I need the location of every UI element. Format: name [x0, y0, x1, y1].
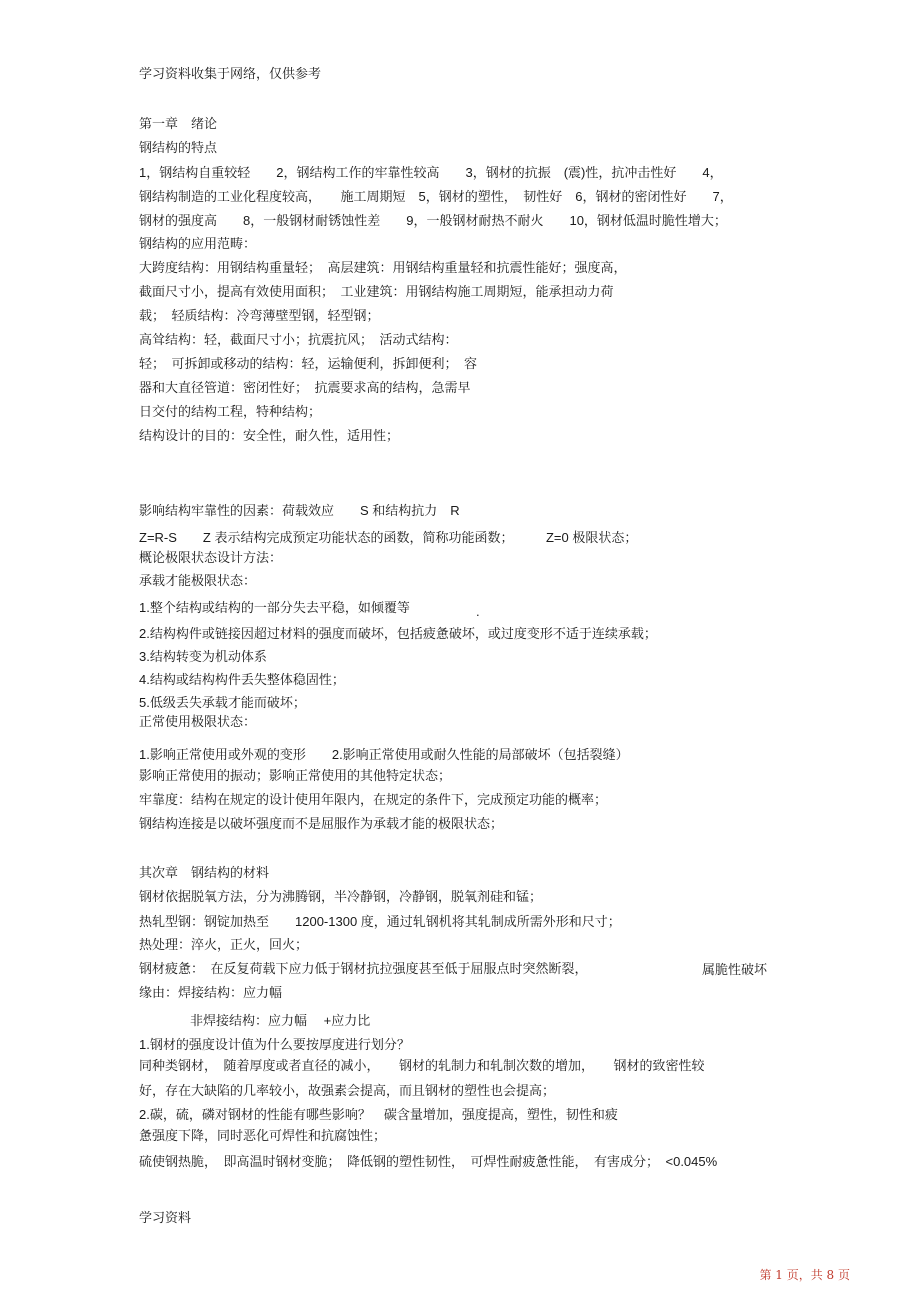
application-line: 高耸结构：轻，截面尺寸小；抗震抗风； 活动式结构： — [139, 333, 458, 348]
function-line: Z=R-S Z 表示结构完成预定功能状态的函数，简称功能函数； Z=0 极限状态； — [139, 530, 638, 545]
question-line: 惫强度下降，同时恶化可焊性和抗腐蚀性； — [139, 1129, 387, 1144]
application-line: 大跨度结构：用钢结构重量轻； 高层建筑：用钢结构重量轻和抗震性能好；强度高， — [139, 261, 627, 276]
ultimate-item: 3.结构转变为机动体系 — [139, 649, 267, 664]
question-line: 同种类钢材， 随着厚度或者直径的减小， 钢材的轧制力和轧制次数的增加， 钢材的致密性较 — [139, 1059, 705, 1074]
features-heading: 钢结构的特点 — [139, 141, 218, 156]
application-line: 日交付的结构工程，特种结构； — [139, 405, 322, 420]
question-line: 好，存在大缺陷的几率较小，故强素会提高，而且钢材的塑性也会提高； — [139, 1084, 556, 1099]
features-line: 1，钢结构自重较轻 2，钢结构工作的牢靠性较高 3，钢材的抗振 (震)性，抗冲击性好 4， — [139, 165, 723, 180]
service-line: 1.影响正常使用或外观的变形 2.影响正常使用或耐久性能的局部破坏（包括裂缝） — [139, 747, 629, 762]
ultimate-item: 5.低级丢失承载才能而破坏； — [139, 695, 306, 710]
study-material-label: 学习资料 — [139, 1211, 192, 1226]
application-line: 器和大直径管道：密闭性好； 抗震要求高的结构，急需早 — [139, 381, 471, 396]
chapter2-title: 其次章 钢结构的材料 — [139, 866, 270, 881]
service-line: 影响正常使用的振动；影响正常使用的其他特定状态； — [139, 769, 452, 784]
design-purpose: 结构设计的目的：安全性，耐久性，适用性； — [139, 429, 400, 444]
question-line: 硫使钢热脆， 即高温时钢材变脆； 降低钢的塑性韧性， 可焊性耐疲惫性能， 有害成分； <0.045% — [139, 1154, 718, 1169]
reliability-definition: 牢靠度：结构在规定的设计使用年限内，在规定的条件下，完成预定功能的概率； — [139, 793, 608, 808]
chapter2-line: 钢材疲惫： 在反复荷载下应力低于钢材抗拉强度甚至低于屈服点时突然断裂， — [139, 962, 588, 977]
chapter2-line: 缘由：焊接结构：应力幅 — [139, 986, 283, 1001]
reliability-factors: 影响结构牢靠性的因素：荷载效应 S 和结构抗力 R — [139, 503, 460, 518]
features-line: 钢材的强度高 8，一般钢材耐锈蚀性差 9，一般钢材耐热不耐火 10，钢材低温时脆性增大； — [139, 213, 727, 228]
features-line: 钢结构制造的工业化程度较高， 施工周期短 5，钢材的塑性， 韧性好 6，钢材的密闭性好 7， — [139, 189, 733, 204]
application-line: 轻； 可拆卸或移动的结构：轻，运输便利，拆卸便利； 容 — [139, 357, 478, 372]
application-line: 载； 轻质结构：冷弯薄壁型钢，轻型钢； — [139, 309, 380, 324]
question-line: 2.碳，硫，磷对钢材的性能有哪些影响？ 碳含量增加，强度提高，塑性，韧性和疲 — [139, 1107, 618, 1122]
chapter1-title: 第一章 绪论 — [139, 117, 218, 132]
ultimate-item: 4.结构或结构构件丢失整体稳固性； — [139, 672, 345, 687]
chapter2-line: 热轧型钢：钢锭加热至 1200-1300 度，通过轧钢机将其轧制成所需外形和尺寸； — [139, 914, 621, 929]
service-heading: 正常使用极限状态： — [139, 715, 257, 730]
fatigue-tail: 属脆性破坏 — [702, 963, 768, 978]
question-line: 1.钢材的强度设计值为什么要按厚度进行划分？ — [139, 1037, 410, 1052]
application-line: 截面尺寸小，提高有效使用面积； 工业建筑：用钢结构施工周期短，能承担动力荷 — [139, 285, 614, 300]
limit-state-method: 概论极限状态设计方法： — [139, 551, 283, 566]
ultimate-heading: 承载才能极限状态： — [139, 574, 257, 589]
chapter2-line: 钢材依据脱氧方法，分为沸腾钢，半冷静钢，冷静钢，脱氧剂硅和锰； — [139, 890, 543, 905]
ultimate-item: 1.整个结构或结构的一部分失去平稳，如倾覆等 — [139, 600, 410, 615]
header-note: 学习资料收集于网络，仅供参考 — [139, 67, 322, 82]
chapter2-line: 热处理：淬火，正火，回火； — [139, 938, 309, 953]
page-number: 第 1 页，共 8 页 — [759, 1268, 850, 1282]
ultimate-item: 2.结构构件或链接因超过材料的强度而破坏，包括疲惫破坏，或过度变形不适于连续承载； — [139, 626, 657, 641]
ultimate-item-dot: . — [476, 604, 480, 619]
non-weld-line: 非焊接结构：应力幅 +应力比 — [190, 1013, 371, 1028]
application-heading: 钢结构的应用范畴： — [139, 237, 257, 252]
connection-note: 钢结构连接是以破坏强度而不是屈服作为承载才能的极限状态； — [139, 817, 504, 832]
